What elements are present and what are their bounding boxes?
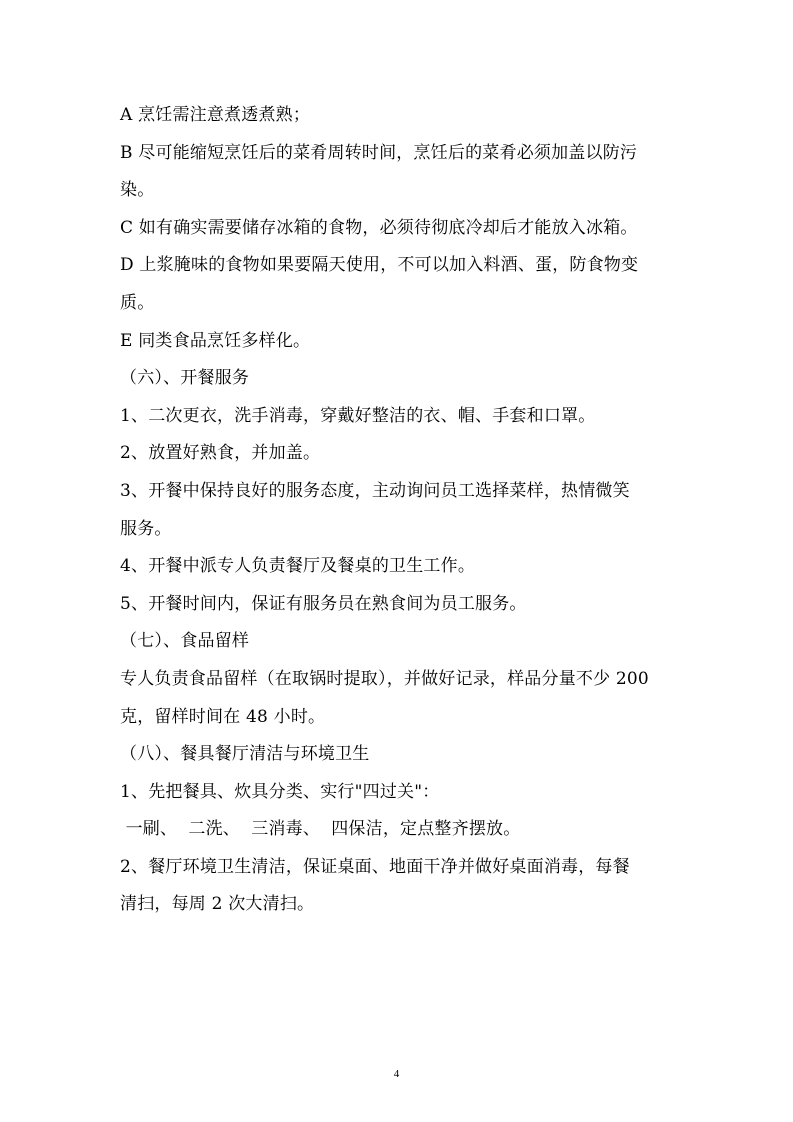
text-line-cleaning-1: 1、先把餐具、炊具分类、实行"四过关"： [120,781,440,802]
document-body [120,97,680,924]
text-line-cooking-b: B 尽可能缩短烹饪后的菜肴周转时间，烹饪后的菜肴必须加盖以防污 [120,142,638,163]
text-line-cleaning-1-steps: 一刷、 二洗、 三消毒、 四保洁，定点整齐摆放。 [120,819,521,840]
text-line-cooking-e: E 同类食品烹饪多样化。 [120,330,311,351]
text-line-cooking-d-cont: 质。 [120,292,155,313]
text-line-cooking-d: D 上浆腌味的食物如果要隔天使用，不可以加入料酒、蛋，防食物变 [120,255,639,276]
text-line-cooking-a: A 烹饪需注意煮透煮熟； [120,105,311,125]
text-line-cooking-c: C 如有确实需要储存冰箱的食物，必须待彻底冷却后才能放入冰箱。 [120,217,638,238]
text-line-serving-3: 3、开餐中保持良好的服务态度，主动询问员工选择菜样，热情微笑 [120,480,630,501]
text-line-cleaning-2-cont: 清扫，每周 2 次大清扫。 [120,894,315,915]
section-heading-sampling: （七）、食品留样 [120,631,250,652]
text-line-sampling-cont: 克，留样时间在 48 小时。 [120,706,326,727]
section-heading-cleaning: （八）、餐具餐厅清洁与环境卫生 [120,744,370,765]
section-heading-serving: （六）、开餐服务 [120,368,250,389]
text-line-serving-5: 5、开餐时间内，保证有服务员在熟食间为员工服务。 [120,593,527,614]
text-line-serving-2: 2、放置好熟食，并加盖。 [120,443,321,464]
text-line-serving-4: 4、开餐中派专人负责餐厅及餐桌的卫生工作。 [120,556,476,577]
text-line-serving-3-cont: 服务。 [120,518,172,539]
page-number: 4 [393,1068,400,1080]
text-line-cleaning-2: 2、餐厅环境卫生清洁，保证桌面、地面干净并做好桌面消毒，每餐 [120,856,630,877]
text-line-serving-1: 1、二次更衣，洗手消毒，穿戴好整洁的衣、帽、手套和口罩。 [120,405,596,426]
text-line-cooking-b-cont: 染。 [120,180,155,201]
text-line-sampling: 专人负责食品留样（在取锅时提取），并做好记录，样品分量不少 200 [120,668,649,689]
